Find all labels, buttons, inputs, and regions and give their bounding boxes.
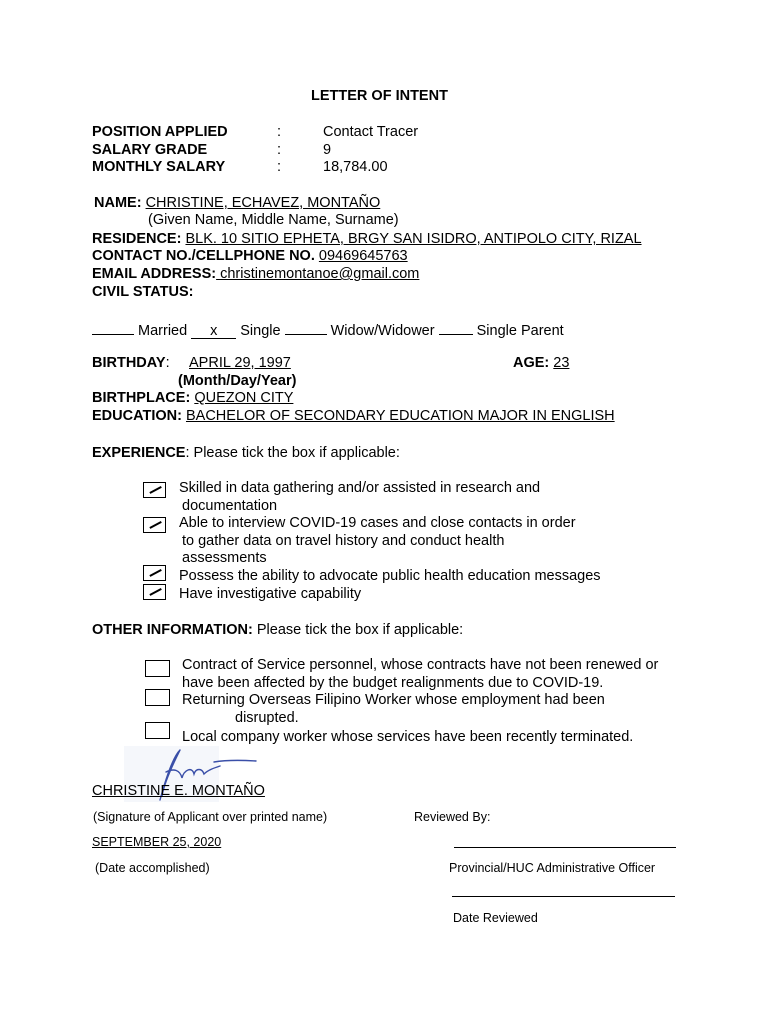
check-mark-icon xyxy=(149,521,161,529)
experience-item-1-line-1: Skilled in data gathering and/or assisted in research and xyxy=(179,480,541,496)
date-reviewed-caption: Date Reviewed xyxy=(453,911,538,925)
contact-row xyxy=(92,248,408,265)
civil-option-married: Married xyxy=(138,323,188,339)
other-instruction: Please tick the box if applicable: xyxy=(252,622,464,638)
experience-heading: EXPERIENCE xyxy=(92,445,186,461)
other-item-2-line-2: disrupted. xyxy=(235,710,299,726)
name-label: NAME: xyxy=(94,195,142,211)
experience-checkbox-3[interactable] xyxy=(143,565,166,581)
salary-grade-value: 9 xyxy=(323,142,332,158)
email-label: EMAIL ADDRESS: xyxy=(92,266,217,282)
colon: : xyxy=(277,142,282,158)
birthplace-value: QUEZON CITY xyxy=(194,390,294,406)
signature-caption: (Signature of Applicant over printed name) xyxy=(93,810,328,824)
contact-label: CONTACT NO./CELLPHONE NO. xyxy=(92,248,315,264)
civil-status-options xyxy=(92,319,564,340)
birthday-value: APRIL 29, 1997 xyxy=(189,355,291,371)
residence-row xyxy=(92,231,642,248)
document-title: LETTER OF INTENT xyxy=(311,88,448,104)
experience-item-4-line-1: Have investigative capability xyxy=(179,586,362,602)
name-row xyxy=(94,195,380,212)
position-applied-label: POSITION APPLIED xyxy=(92,124,228,140)
experience-item-2-line-1: Able to interview COVID-19 cases and close contacts in order xyxy=(179,515,576,531)
reviewer-signature-line xyxy=(454,847,676,848)
officer-caption: Provincial/HUC Administrative Officer xyxy=(449,861,656,875)
date-accomplished-caption: (Date accomplished) xyxy=(95,861,210,875)
birthday-colon: : xyxy=(165,355,170,371)
other-heading-row xyxy=(92,622,463,639)
check-mark-icon xyxy=(149,569,161,577)
experience-checkbox-1[interactable] xyxy=(143,482,166,498)
other-checkbox-3[interactable] xyxy=(145,722,170,739)
other-item-1-line-2: have been affected by the budget realignments due to COVID-19. xyxy=(182,675,604,691)
residence-label: RESIDENCE: xyxy=(92,231,182,247)
education-label: EDUCATION: xyxy=(92,408,182,424)
experience-heading-row xyxy=(92,445,400,462)
age-value: 23 xyxy=(553,355,570,371)
check-mark-icon xyxy=(149,486,161,494)
contact-value: 09469645763 xyxy=(318,248,408,264)
birthday-row xyxy=(92,355,170,372)
birthplace-row xyxy=(92,390,293,407)
colon: : xyxy=(277,159,282,175)
position-applied-value: Contact Tracer xyxy=(323,124,419,140)
experience-item-3-line-1: Possess the ability to advocate public health education messages xyxy=(179,568,601,584)
civil-blank-widow xyxy=(285,319,327,335)
date-accomplished: SEPTEMBER 25, 2020 xyxy=(92,835,222,849)
experience-instruction: : Please tick the box if applicable: xyxy=(185,445,400,461)
age-row xyxy=(513,355,569,372)
civil-option-single-parent: Single Parent xyxy=(476,323,564,339)
date-reviewed-line xyxy=(452,896,675,897)
name-hint: (Given Name, Middle Name, Surname) xyxy=(148,212,399,228)
education-value: BACHELOR OF SECONDARY EDUCATION MAJOR IN ENGLISH xyxy=(185,408,615,424)
other-item-1-line-1: Contract of Service personnel, whose contracts have not been renewed or xyxy=(182,657,659,673)
residence-value: BLK. 10 SITIO EPHETA, BRGY SAN ISIDRO, ANTIPOLO CITY, RIZAL xyxy=(185,231,642,247)
birthday-label: BIRTHDAY xyxy=(92,355,166,371)
civil-blank-single-parent xyxy=(439,319,473,335)
reviewed-by-label: Reviewed By: xyxy=(414,810,491,824)
email-value: christinemontanoe@gmail.com xyxy=(216,266,420,282)
birthplace-label: BIRTHPLACE: xyxy=(92,390,191,406)
monthly-salary-value: 18,784.00 xyxy=(323,159,388,175)
civil-status-label: CIVIL STATUS: xyxy=(92,284,194,300)
other-checkbox-2[interactable] xyxy=(145,689,170,706)
civil-option-widow: Widow/Widower xyxy=(330,323,435,339)
civil-blank-married xyxy=(92,319,134,335)
experience-item-2-line-3: assessments xyxy=(182,550,267,566)
birthday-hint: (Month/Day/Year) xyxy=(178,373,297,389)
age-label: AGE: xyxy=(513,355,550,371)
printed-name: CHRISTINE E. MONTAÑO xyxy=(92,783,265,799)
other-heading: OTHER INFORMATION: xyxy=(92,622,253,638)
colon: : xyxy=(277,124,282,140)
experience-checkbox-4[interactable] xyxy=(143,584,166,600)
salary-grade-label: SALARY GRADE xyxy=(92,142,208,158)
civil-option-single: Single xyxy=(240,323,281,339)
other-item-2-line-1: Returning Overseas Filipino Worker whose employment had been xyxy=(182,692,605,708)
experience-item-1-line-2: documentation xyxy=(182,498,278,514)
civil-blank-single: x xyxy=(191,323,236,339)
experience-item-2-line-2: to gather data on travel history and conduct health xyxy=(182,533,505,549)
monthly-salary-label: MONTHLY SALARY xyxy=(92,159,226,175)
other-checkbox-1[interactable] xyxy=(145,660,170,677)
name-value: CHRISTINE, ECHAVEZ, MONTAÑO xyxy=(145,195,381,211)
other-item-3-line-1: Local company worker whose services have been recently terminated. xyxy=(182,729,634,745)
experience-checkbox-2[interactable] xyxy=(143,517,166,533)
education-row xyxy=(92,408,615,425)
check-mark-icon xyxy=(149,588,161,596)
email-row xyxy=(92,266,419,283)
